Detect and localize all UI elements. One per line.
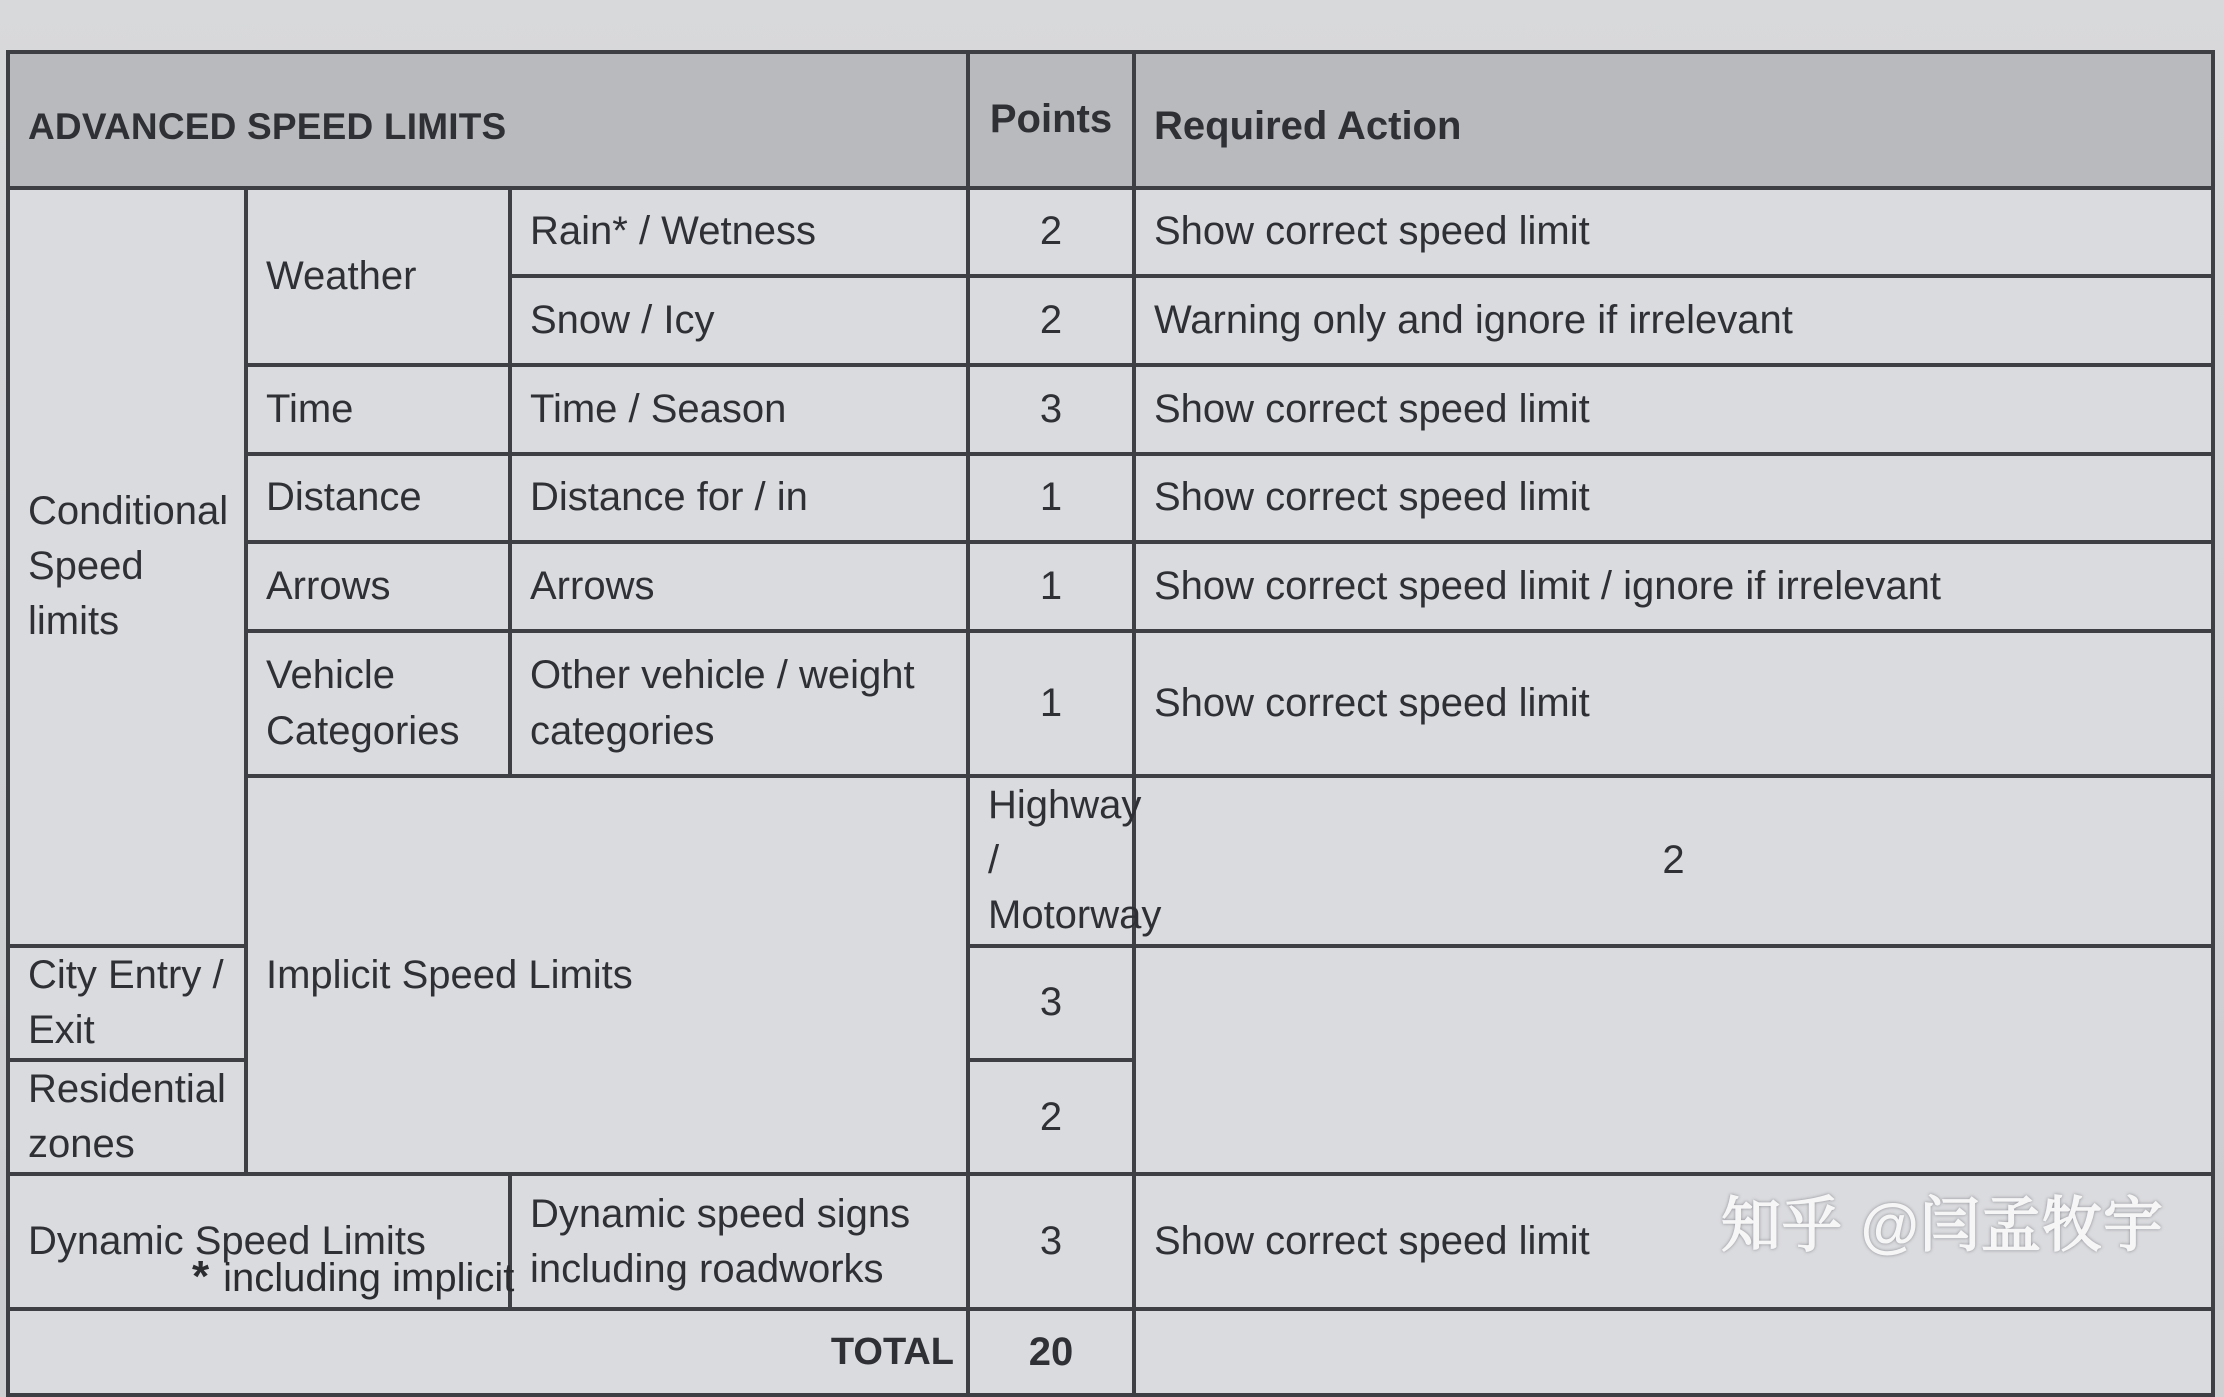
action-arrows: Show correct speed limit / ignore if irrelevant bbox=[1134, 542, 2213, 631]
action-distance: Show correct speed limit bbox=[1134, 454, 2213, 542]
total-label: TOTAL bbox=[8, 1309, 968, 1395]
item-city-entry-exit: City Entry / Exit bbox=[8, 946, 246, 1060]
item-rain-wetness: Rain* / Wetness bbox=[510, 188, 968, 276]
time-category: Time bbox=[246, 365, 510, 454]
points-city-entry-exit: 3 bbox=[968, 946, 1134, 1060]
table-row bbox=[8, 631, 2213, 776]
implicit-group-label: Implicit Speed Limits bbox=[246, 776, 968, 1174]
points-rain-wetness: 2 bbox=[968, 188, 1134, 276]
action-vehicle-weight: Show correct speed limit bbox=[1134, 631, 2213, 776]
item-snow-icy: Snow / Icy bbox=[510, 276, 968, 365]
points-distance: 1 bbox=[968, 454, 1134, 542]
points-time-season: 3 bbox=[968, 365, 1134, 454]
footnote-text: including implicit bbox=[223, 1256, 515, 1300]
vehicle-category: Vehicle Categories bbox=[246, 631, 510, 776]
points-highway-motorway: 2 bbox=[1134, 776, 2213, 946]
weather-category: Weather bbox=[246, 188, 510, 365]
table-row bbox=[8, 542, 2213, 631]
total-value: 20 bbox=[968, 1309, 1134, 1395]
item-time-season: Time / Season bbox=[510, 365, 968, 454]
item-vehicle-weight: Other vehicle / weight categories bbox=[510, 631, 968, 776]
table-title: ADVANCED SPEED LIMITS bbox=[8, 52, 968, 188]
table-row bbox=[8, 776, 2213, 946]
points-dynamic-signs: 3 bbox=[968, 1174, 1134, 1309]
item-dynamic-signs: Dynamic speed signs including roadworks bbox=[510, 1174, 968, 1309]
dynamic-group-label: Dynamic Speed Limits bbox=[8, 1174, 510, 1309]
points-header: Points bbox=[968, 52, 1134, 188]
points-arrows: 1 bbox=[968, 542, 1134, 631]
table-row bbox=[8, 365, 2213, 454]
footnote bbox=[192, 1252, 514, 1302]
item-residential-zones: Residential zones bbox=[8, 1060, 246, 1174]
table-row bbox=[8, 454, 2213, 542]
item-highway-motorway: Highway / Motorway bbox=[968, 776, 1134, 946]
total-empty-cell bbox=[1134, 1309, 2213, 1395]
item-arrows: Arrows bbox=[510, 542, 968, 631]
points-snow-icy: 2 bbox=[968, 276, 1134, 365]
item-distance: Distance for / in bbox=[510, 454, 968, 542]
arrows-category: Arrows bbox=[246, 542, 510, 631]
points-residential-zones: 2 bbox=[968, 1060, 1134, 1174]
required-action-header: Required Action bbox=[1134, 52, 2213, 188]
action-time-season: Show correct speed limit bbox=[1134, 365, 2213, 454]
footnote-asterisk: * bbox=[192, 1252, 210, 1301]
conditional-group-label: Conditional Speed limits bbox=[8, 188, 246, 946]
points-vehicle-weight: 1 bbox=[968, 631, 1134, 776]
action-rain-wetness: Show correct speed limit bbox=[1134, 188, 2213, 276]
table-row bbox=[8, 188, 2213, 276]
action-snow-icy: Warning only and ignore if irrelevant bbox=[1134, 276, 2213, 365]
action-dynamic: Show correct speed limit bbox=[1134, 1174, 2213, 1309]
total-row bbox=[8, 1309, 2213, 1395]
header-row bbox=[8, 52, 2213, 188]
distance-category: Distance bbox=[246, 454, 510, 542]
watermark: 知乎 @闫孟牧宇 bbox=[1720, 1192, 2164, 1259]
